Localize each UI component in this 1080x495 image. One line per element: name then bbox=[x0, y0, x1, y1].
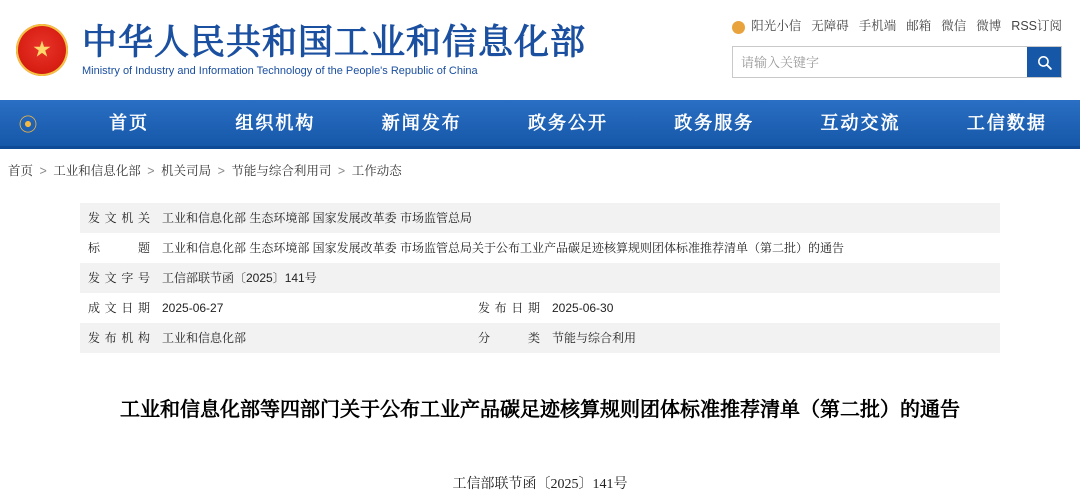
meta-value-issuing-agency: 工业和信息化部 生态环境部 国家发展改革委 市场监管总局 bbox=[156, 203, 1000, 233]
nav-items bbox=[56, 100, 1080, 146]
meta-label-written-date: 成文日期 bbox=[80, 293, 156, 323]
search-bar bbox=[732, 46, 1062, 78]
meta-label-doc-number: 发文字号 bbox=[80, 263, 156, 293]
top-link-rss[interactable]: RSS订阅 bbox=[1011, 19, 1062, 33]
breadcrumb-separator: > bbox=[147, 164, 155, 178]
nav-item-data[interactable]: 工信数据 bbox=[966, 113, 1047, 133]
nav-item-interaction[interactable]: 互动交流 bbox=[820, 113, 901, 133]
site-logo[interactable] bbox=[0, 23, 586, 77]
meta-label-category: 分类 bbox=[468, 323, 546, 353]
nav-item-organization[interactable]: 组织机构 bbox=[235, 113, 316, 133]
search-icon bbox=[1036, 54, 1053, 71]
document-meta bbox=[80, 203, 1000, 353]
nav-item-news[interactable]: 新闻发布 bbox=[381, 113, 462, 133]
national-emblem-icon bbox=[16, 24, 68, 76]
breadcrumb-item-energy-dept[interactable]: 节能与综合利用司 bbox=[231, 164, 332, 178]
top-link-weibo[interactable]: 微博 bbox=[976, 19, 1002, 33]
breadcrumb-item-departments[interactable]: 机关司局 bbox=[161, 164, 212, 178]
top-link-wechat[interactable]: 微信 bbox=[941, 19, 967, 33]
top-link-sunshine[interactable]: 阳光小信 bbox=[751, 19, 802, 33]
breadcrumb bbox=[0, 149, 1080, 189]
site-title-block bbox=[82, 23, 586, 77]
nav-item-government-affairs[interactable]: 政务公开 bbox=[527, 113, 608, 133]
nav-item-services[interactable]: 政务服务 bbox=[674, 113, 755, 133]
top-link-accessibility[interactable]: 无障碍 bbox=[811, 19, 849, 33]
site-title-en: Ministry of Industry and Information Technology of the People's Republic of China bbox=[82, 65, 478, 78]
search-input[interactable] bbox=[733, 48, 1027, 76]
site-header bbox=[0, 0, 1080, 100]
meta-value-written-date: 2025-06-27 bbox=[156, 293, 468, 323]
meta-value-publisher: 工业和信息化部 bbox=[156, 323, 468, 353]
article-doc-number: 工信部联节函〔2025〕141号 bbox=[452, 477, 628, 492]
meta-value-doc-number: 工信部联节函〔2025〕141号 bbox=[156, 263, 1000, 293]
breadcrumb-item-work-updates[interactable]: 工作动态 bbox=[351, 164, 402, 178]
meta-label-publisher: 发布机构 bbox=[80, 323, 156, 353]
breadcrumb-item-home[interactable]: 首页 bbox=[8, 164, 34, 178]
header-utility-area bbox=[732, 16, 1062, 78]
meta-row-title bbox=[80, 233, 1000, 263]
meta-row-doc-number bbox=[80, 263, 1000, 293]
miit-swirl-icon: ⦿ bbox=[18, 114, 38, 136]
meta-table bbox=[80, 203, 1000, 353]
meta-row-issuing-agency bbox=[80, 203, 1000, 233]
breadcrumb-separator: > bbox=[337, 164, 346, 178]
meta-label-issuing-agency: 发文机关 bbox=[80, 203, 156, 233]
meta-value-publish-date: 2025-06-30 bbox=[546, 293, 1000, 323]
main-nav bbox=[0, 100, 1080, 149]
meta-label-title: 标题 bbox=[80, 233, 156, 263]
meta-label-publish-date: 发布日期 bbox=[468, 293, 546, 323]
article-title: 工业和信息化部等四部门关于公布工业产品碳足迹核算规则团体标准推荐清单（第二批）的通告 bbox=[120, 399, 960, 421]
breadcrumb-item-miit[interactable]: 工业和信息化部 bbox=[53, 164, 141, 178]
top-links bbox=[732, 16, 1062, 34]
meta-row-publisher bbox=[80, 323, 1000, 353]
meta-row-dates bbox=[80, 293, 1000, 323]
meta-value-category: 节能与综合利用 bbox=[546, 323, 1000, 353]
top-link-mail[interactable]: 邮箱 bbox=[906, 19, 932, 33]
nav-item-home[interactable]: 首页 bbox=[109, 113, 150, 133]
meta-value-title: 工业和信息化部 生态环境部 国家发展改革委 市场监管总局关于公布工业产品碳足迹核算规则团体标准推荐清单（第二批）的通告 bbox=[156, 233, 1000, 263]
sun-icon bbox=[732, 21, 745, 34]
breadcrumb-separator: > bbox=[217, 164, 225, 178]
breadcrumb-separator: > bbox=[39, 164, 47, 178]
top-link-mobile[interactable]: 手机端 bbox=[858, 19, 897, 33]
site-title-cn: 中华人民共和国工业和信息化部 bbox=[82, 22, 587, 62]
emblem-star: ★ bbox=[32, 36, 52, 62]
search-button[interactable] bbox=[1027, 47, 1061, 77]
